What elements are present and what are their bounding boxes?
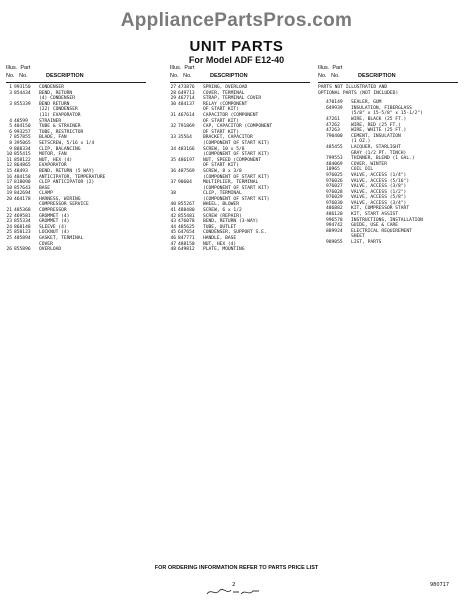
part-number: 996578 <box>326 217 343 223</box>
illus-number: 34 <box>170 146 176 152</box>
part-number: 35564 <box>178 135 192 141</box>
part-number: 989055 <box>326 240 343 246</box>
illus-number: 20 <box>6 196 12 202</box>
header-rule <box>6 82 146 83</box>
watermark: AppliancePartsPros.com <box>120 10 353 31</box>
part-number: 649812 <box>178 247 195 253</box>
header-description: DESCRIPTION <box>46 73 84 79</box>
illus-number: 17 <box>6 180 12 186</box>
header-rule <box>318 82 458 83</box>
part-number: 484158 <box>14 174 31 180</box>
parts-row <box>170 158 310 169</box>
part-description: GASKET, TERMINAL COVER <box>39 236 84 247</box>
part-number: 889924 <box>326 228 343 234</box>
part-description: RELAY (COMPONENT OF START KIT) <box>203 101 248 113</box>
part-description: TUBE, RESTRICTOR <box>39 129 84 135</box>
part-description: VALVE, ACCESS (5/8") <box>351 195 407 201</box>
part-number: 469581 <box>14 213 31 219</box>
part-number: 868148 <box>14 224 31 230</box>
part-number: 488480 <box>178 208 195 214</box>
parts-row <box>170 113 310 124</box>
part-description: VALVE, ACCESS (5/16") <box>351 178 410 184</box>
header-illus-part: Illus. Part <box>318 65 343 71</box>
part-number: 485894 <box>14 236 31 242</box>
header-illus-part: Illus. Part <box>170 65 195 71</box>
illus-number: 25 <box>6 236 12 242</box>
part-number: 10965 <box>326 167 340 173</box>
part-description: VALVE, ACCESS (3/4") <box>351 200 407 206</box>
part-number: 485455 <box>326 144 343 150</box>
part-description: VALVE, ACCESS (3/8") <box>351 184 407 190</box>
part-number: 485625 <box>178 224 195 230</box>
part-description: EVAPORATOR <box>39 163 67 169</box>
parts-row <box>6 102 146 119</box>
part-description: COVER, WINTER <box>351 161 387 167</box>
illus-number: 16 <box>6 174 12 180</box>
part-description: SLEEVE (4) <box>39 224 67 230</box>
part-description: VALVE, ACCESS (1/2") <box>351 189 407 195</box>
part-number: 858123 <box>14 230 31 236</box>
part-number: 48599 <box>14 118 28 124</box>
part-description: SCREW, 6 x 1/2 <box>203 208 242 214</box>
part-description: BASE <box>39 185 51 191</box>
part-number: 467714 <box>178 96 195 102</box>
part-description: TUBE, OUTLET <box>203 224 237 230</box>
part-number: 486197 <box>178 157 195 163</box>
part-number: 976026 <box>326 178 343 184</box>
page-title: UNIT PARTS <box>189 38 284 55</box>
part-description: CONDENSER, SUPPORT S.E. <box>203 230 267 236</box>
part-description: BEND RETURN (22) CONDENSER (11) EVAPORATOR <box>39 101 81 118</box>
part-description: WIRE, BLACK (25 FT.) <box>351 116 407 122</box>
part-number: 799553 <box>326 156 343 162</box>
parts-row <box>6 247 146 253</box>
part-description: GROMMET (4) <box>39 213 70 219</box>
part-number: 467614 <box>178 112 195 118</box>
illus-number: 10 <box>6 152 12 158</box>
part-description: WIRE, WHITE (25 FT.) <box>351 128 407 134</box>
illus-number: 4 <box>9 118 12 124</box>
part-number: 864865 <box>14 163 31 169</box>
illus-number: 33 <box>170 135 176 141</box>
part-number: 486120 <box>326 212 343 218</box>
part-number: 976030 <box>326 200 343 206</box>
part-description: BEND, RETURN (5 WAY) <box>39 168 95 174</box>
part-description: BRACKET, CAPACITOR (COMPONENT OF START KIT) <box>203 135 270 146</box>
illus-number: 47 <box>170 241 176 247</box>
parts-row <box>318 106 458 117</box>
part-description: SCREW, 8 x 3/8 (COMPONENT OF START KIT) <box>203 168 270 180</box>
part-number: 90604 <box>178 180 192 186</box>
illus-number: 6 <box>9 129 12 135</box>
illus-number: 46 <box>170 236 176 242</box>
part-description: THINNER, BLEND (1 GAL.) <box>351 156 415 162</box>
parts-row <box>170 124 310 135</box>
part-description: LACQUER, STARLIGHT GRAY (1/2 PT. TINCH) <box>351 144 407 156</box>
part-number: 855415 <box>14 152 31 158</box>
part-number: 842694 <box>14 191 31 197</box>
part-number: 484069 <box>326 161 343 167</box>
part-description: MOTOR, FAN <box>39 152 67 158</box>
part-description: CLAMP <box>39 191 53 197</box>
part-description: INSTRUCTIONS, INSTALLATION <box>351 217 423 223</box>
part-description: PLATE, MOUNTING <box>203 247 245 253</box>
part-description: INSULATION, FIBERGLASS (5/8" x 15-5/8" x 15-1/2") <box>351 105 423 117</box>
part-number: 486882 <box>326 206 343 212</box>
column-header <box>6 64 146 82</box>
header-numbers: No. No. <box>318 73 340 79</box>
part-number: 855896 <box>14 247 31 253</box>
column-header <box>170 64 310 82</box>
illus-number: 32 <box>170 124 176 130</box>
part-description: LOCKNUT (4) <box>39 230 70 236</box>
parts-row <box>6 197 146 208</box>
header-description: DESCRIPTION <box>210 73 248 79</box>
part-number: 485368 <box>14 208 31 214</box>
illus-number: 18 <box>6 185 12 191</box>
header-numbers: No. No. <box>170 73 192 79</box>
illus-number: 11 <box>6 157 12 163</box>
page-number: 2 <box>232 582 236 588</box>
part-description: CAPACITOR (COMPONENT OF START KIT) <box>203 112 259 124</box>
ordering-footer: FOR ORDERING INFORMATION REFER TO PARTS PRICE LIST <box>154 565 319 571</box>
part-number: 47261 <box>326 116 340 122</box>
part-description: CLIP, BALANCING <box>39 146 81 152</box>
parts-row <box>6 236 146 247</box>
illus-number: 24 <box>6 224 12 230</box>
illus-number: 41 <box>170 208 176 214</box>
illus-number: 27 <box>170 85 176 90</box>
parts-row <box>318 145 458 156</box>
part-number: 487569 <box>178 168 195 174</box>
illus-number: 3 <box>9 101 12 107</box>
illus-number: 26 <box>6 247 12 253</box>
part-number: 395065 <box>14 140 31 146</box>
part-description: BEND, RETURN (4) CONDENSER <box>39 90 75 102</box>
illus-number: 9 <box>9 146 12 152</box>
handwritten-mark <box>205 586 265 598</box>
part-description: TUBE & STRAINER <box>39 124 81 130</box>
illus-number: 3 <box>9 90 12 96</box>
illus-number: 7 <box>9 135 12 141</box>
part-number: 857643 <box>14 185 31 191</box>
part-number: 858122 <box>14 157 31 163</box>
part-description: BLADE, FAN <box>39 135 67 141</box>
illus-number: 23 <box>6 219 12 225</box>
part-number: 484150 <box>14 124 31 130</box>
part-number: 484137 <box>178 101 195 107</box>
model-subtitle: For Model ADF E12-40 <box>188 55 285 65</box>
part-description: STRAP, TERMINAL COVER <box>203 96 262 102</box>
parts-row <box>170 247 310 253</box>
part-description: MULTIPLIER, TERMINAL (COMPONENT OF START KIT) <box>203 180 270 191</box>
illus-number: 35 <box>170 157 176 163</box>
part-number: 976025 <box>326 172 343 178</box>
part-description: COVER, TERMINAL <box>203 90 245 96</box>
part-description: COIL OIL <box>351 167 374 173</box>
parts-column-2 <box>170 64 310 253</box>
illus-number: 36 <box>170 168 176 174</box>
part-description: OVERLOAD <box>39 247 62 253</box>
part-number: 647654 <box>178 230 195 236</box>
part-description: GUIDE, USE & CARE <box>351 223 399 229</box>
part-description: SETSCREW, 5/16 x 1/4 <box>39 140 95 146</box>
illus-number: 25 <box>6 230 12 236</box>
illus-number: 12 <box>6 163 12 169</box>
part-description: HARNESS, WIRING COMPRESSOR SERVICE <box>39 196 89 208</box>
part-number: 855334 <box>14 219 31 225</box>
parts-column-3 <box>318 64 458 246</box>
illus-number: 38 <box>170 191 176 197</box>
parts-row <box>318 229 458 240</box>
illus-number: 15 <box>6 168 12 174</box>
parts-row <box>170 180 310 191</box>
part-description: WHEEL, BLOWER <box>203 202 239 208</box>
header-numbers: No. No. <box>6 73 28 79</box>
part-number: 855339 <box>14 101 31 107</box>
part-number: 976029 <box>326 195 343 201</box>
illus-number: 48 <box>170 247 176 253</box>
column-header <box>318 64 458 82</box>
part-description: COMPRESSOR <box>39 208 67 214</box>
header-description: DESCRIPTION <box>358 73 396 79</box>
parts-row <box>170 135 310 146</box>
part-number: 488150 <box>178 241 195 247</box>
illus-number: 37 <box>170 180 176 186</box>
part-number: 994742 <box>326 223 343 229</box>
illus-number: 30 <box>170 101 176 107</box>
part-description: STRAINER <box>39 118 62 124</box>
part-description: SCREW, 10 x 5/8 (COMPONENT OF START KIT) <box>203 146 270 158</box>
part-number: 464178 <box>14 196 31 202</box>
illus-number: 45 <box>170 230 176 236</box>
part-number: 854434 <box>14 90 31 96</box>
part-description: WIRE, RED (25 FT.) <box>351 122 401 128</box>
part-description: NUT, HEX (4) <box>39 157 73 163</box>
part-description: SPRING, OVERLOAD <box>203 85 248 90</box>
part-description: GROMMET (4) <box>39 219 70 225</box>
document-code: 980717 <box>430 582 450 588</box>
part-number: 483166 <box>178 146 195 152</box>
illus-number: 8 <box>9 140 12 146</box>
parts-row <box>6 91 146 102</box>
part-description: ANTICIPATOR, TEMPERATURE <box>39 174 106 180</box>
part-number: 855481 <box>178 213 195 219</box>
part-number: 48493 <box>14 168 28 174</box>
illus-number: 5 <box>9 124 12 130</box>
part-number: 649713 <box>178 90 195 96</box>
part-number: 790400 <box>326 133 343 139</box>
part-number: 993257 <box>14 129 31 135</box>
parts-row <box>318 134 458 145</box>
part-description: SEALER, GUM <box>351 100 382 106</box>
part-number: 857855 <box>14 135 31 141</box>
part-number: 473876 <box>178 85 195 90</box>
illus-number: 22 <box>6 213 12 219</box>
part-number: 47262 <box>326 122 340 128</box>
illus-number: 28 <box>170 90 176 96</box>
part-description: SCREW (REPAIR) <box>203 213 242 219</box>
parts-row <box>170 147 310 158</box>
not-illustrated-note: PARTS NOT ILLUSTRATED AND OPTIONAL PARTS (NOT INCLUDED) <box>318 85 399 96</box>
part-number: 855267 <box>178 202 195 208</box>
part-description: NUT, HEX (4) <box>203 241 237 247</box>
part-description: CLIP ANTICIPATOR (2) <box>39 180 95 186</box>
part-number: 976028 <box>326 189 343 195</box>
part-number: 470149 <box>326 100 343 106</box>
part-number: 976027 <box>326 184 343 190</box>
part-description: CAP, CAPACITOR (COMPONENT OF START KIT) <box>203 124 273 135</box>
illus-number: 44 <box>170 224 176 230</box>
part-number: 847771 <box>178 236 195 242</box>
parts-row <box>318 240 458 246</box>
part-description: LIST, PARTS <box>351 240 382 246</box>
part-number: 47263 <box>326 128 340 134</box>
parts-row <box>170 102 310 113</box>
part-description: CONDENSER <box>39 85 64 90</box>
part-description: ELECTRICAL REQUIREMENT SHEET <box>351 228 412 240</box>
illus-number: 21 <box>6 208 12 214</box>
part-description: NUT, SPEED (COMPONENT OF START KIT) <box>203 157 262 169</box>
part-description: BEND, RETURN (3-WAY) <box>203 219 259 225</box>
illus-number: 19 <box>6 191 12 197</box>
illus-number: 40 <box>170 202 176 208</box>
illus-number: 29 <box>170 96 176 102</box>
part-number: 888334 <box>14 146 31 152</box>
illus-number: 31 <box>170 112 176 118</box>
part-description: VALVE, ACCESS (1/4") <box>351 172 407 178</box>
parts-row <box>170 191 310 202</box>
part-number: 791869 <box>178 124 195 130</box>
part-description: CLIP, TERMINAL (COMPONENT OF START KIT) <box>203 191 270 202</box>
part-number: 476078 <box>178 219 195 225</box>
part-number: 818090 <box>14 180 31 186</box>
part-description: CEMENT, INSULATION (1 OZ.) <box>351 133 401 145</box>
header-rule <box>170 82 310 83</box>
illus-number: 42 <box>170 213 176 219</box>
parts-column-1 <box>6 64 146 253</box>
illus-number: 1 <box>9 85 12 90</box>
header-illus-part: Illus. Part <box>6 65 31 71</box>
part-number: 993150 <box>14 85 31 90</box>
part-description: KIT, COMPRESSOR START <box>351 206 410 212</box>
part-description: HANDLE, BASE <box>203 236 237 242</box>
parts-row <box>170 169 310 180</box>
illus-number: 43 <box>170 219 176 225</box>
part-description: KIT, START ASSIST <box>351 212 399 218</box>
part-number: 649939 <box>326 105 343 111</box>
